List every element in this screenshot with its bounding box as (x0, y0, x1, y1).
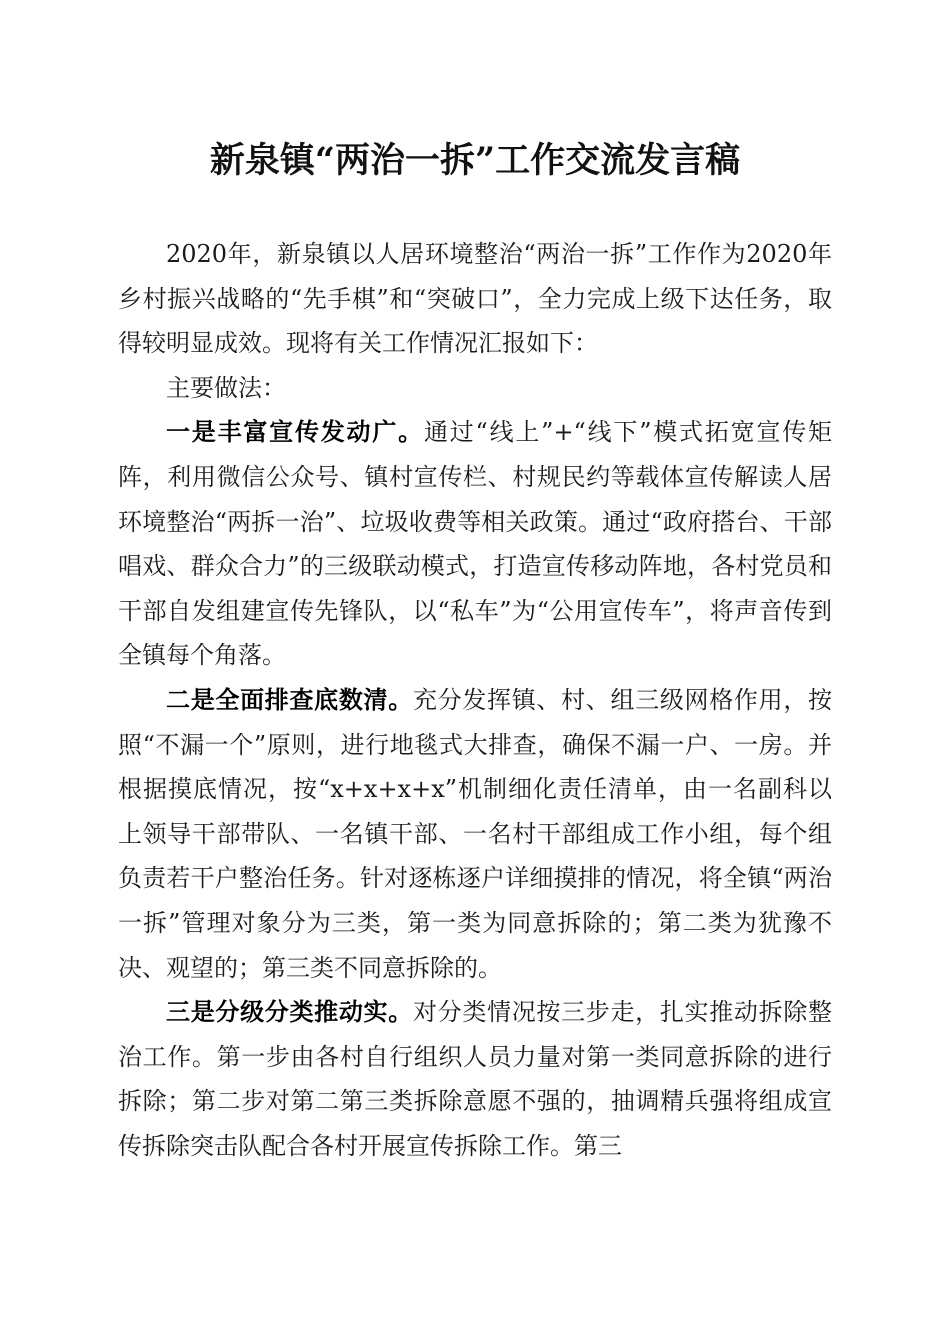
document-body (118, 232, 832, 1168)
document-title: 新泉镇“两治一拆”工作交流发言稿 (209, 140, 741, 181)
section-lead-1: 一是丰富宣传发动广。 (166, 417, 424, 447)
section-paragraph-1 (118, 410, 832, 678)
section-text-2: 充分发挥镇、村、组三级网格作用，按照“不漏一个”原则，进行地毯式大排查，确保不漏一户、一房。并根据摸底情况，按“x+x+x+x”机制细化责任清单，由一名副科以上领导干部带队、一名镇干部、一名村干部组成工作小组，每个组负责若干户整治任务。针对逐栋逐户详细摸排的情况，将全镇“两治一拆”管理对象分为三类，第一类为同意拆除的；第二类为犹豫不决、观望的；第三类不同意拆除的。 (118, 685, 833, 982)
section-paragraph-2 (118, 678, 832, 990)
section-lead-2: 二是全面排查底数清。 (166, 684, 413, 714)
section-text-3: 对分类情况按三步走，扎实推动拆除整治工作。第一步由各村自行组织人员力量对第一类同意拆除的进行拆除；第二步对第二第三类拆除意愿不强的，抽调精兵强将组成宣传拆除突击队配合各村开展宣传拆除工作。第三 (118, 998, 833, 1160)
methods-heading: 主要做法： (166, 373, 286, 402)
section-lead-3: 三是分级分类推动实。 (166, 997, 413, 1027)
intro-paragraph: 2020年，新泉镇以人居环境整治“两治一拆”工作作为2020年乡村振兴战略的“先手棋”和“突破口”，全力完成上级下达任务，取得较明显成效。现将有关工作情况汇报如下： (118, 240, 832, 358)
section-text-1: 通过“线上”+“线下”模式拓宽宣传矩阵，利用微信公众号、镇村宣传栏、村规民约等载体宣传解读人居环境整治“两拆一治”、垃圾收费等相关政策。通过“政府搭台、干部唱戏、群众合力”的三级联动模式，打造宣传移动阵地，各村党员和干部自发组建宣传先锋队，以“私车”为“公用宣传车”，将声音传到全镇每个角落。 (118, 418, 833, 670)
section-paragraph-3 (118, 990, 832, 1168)
